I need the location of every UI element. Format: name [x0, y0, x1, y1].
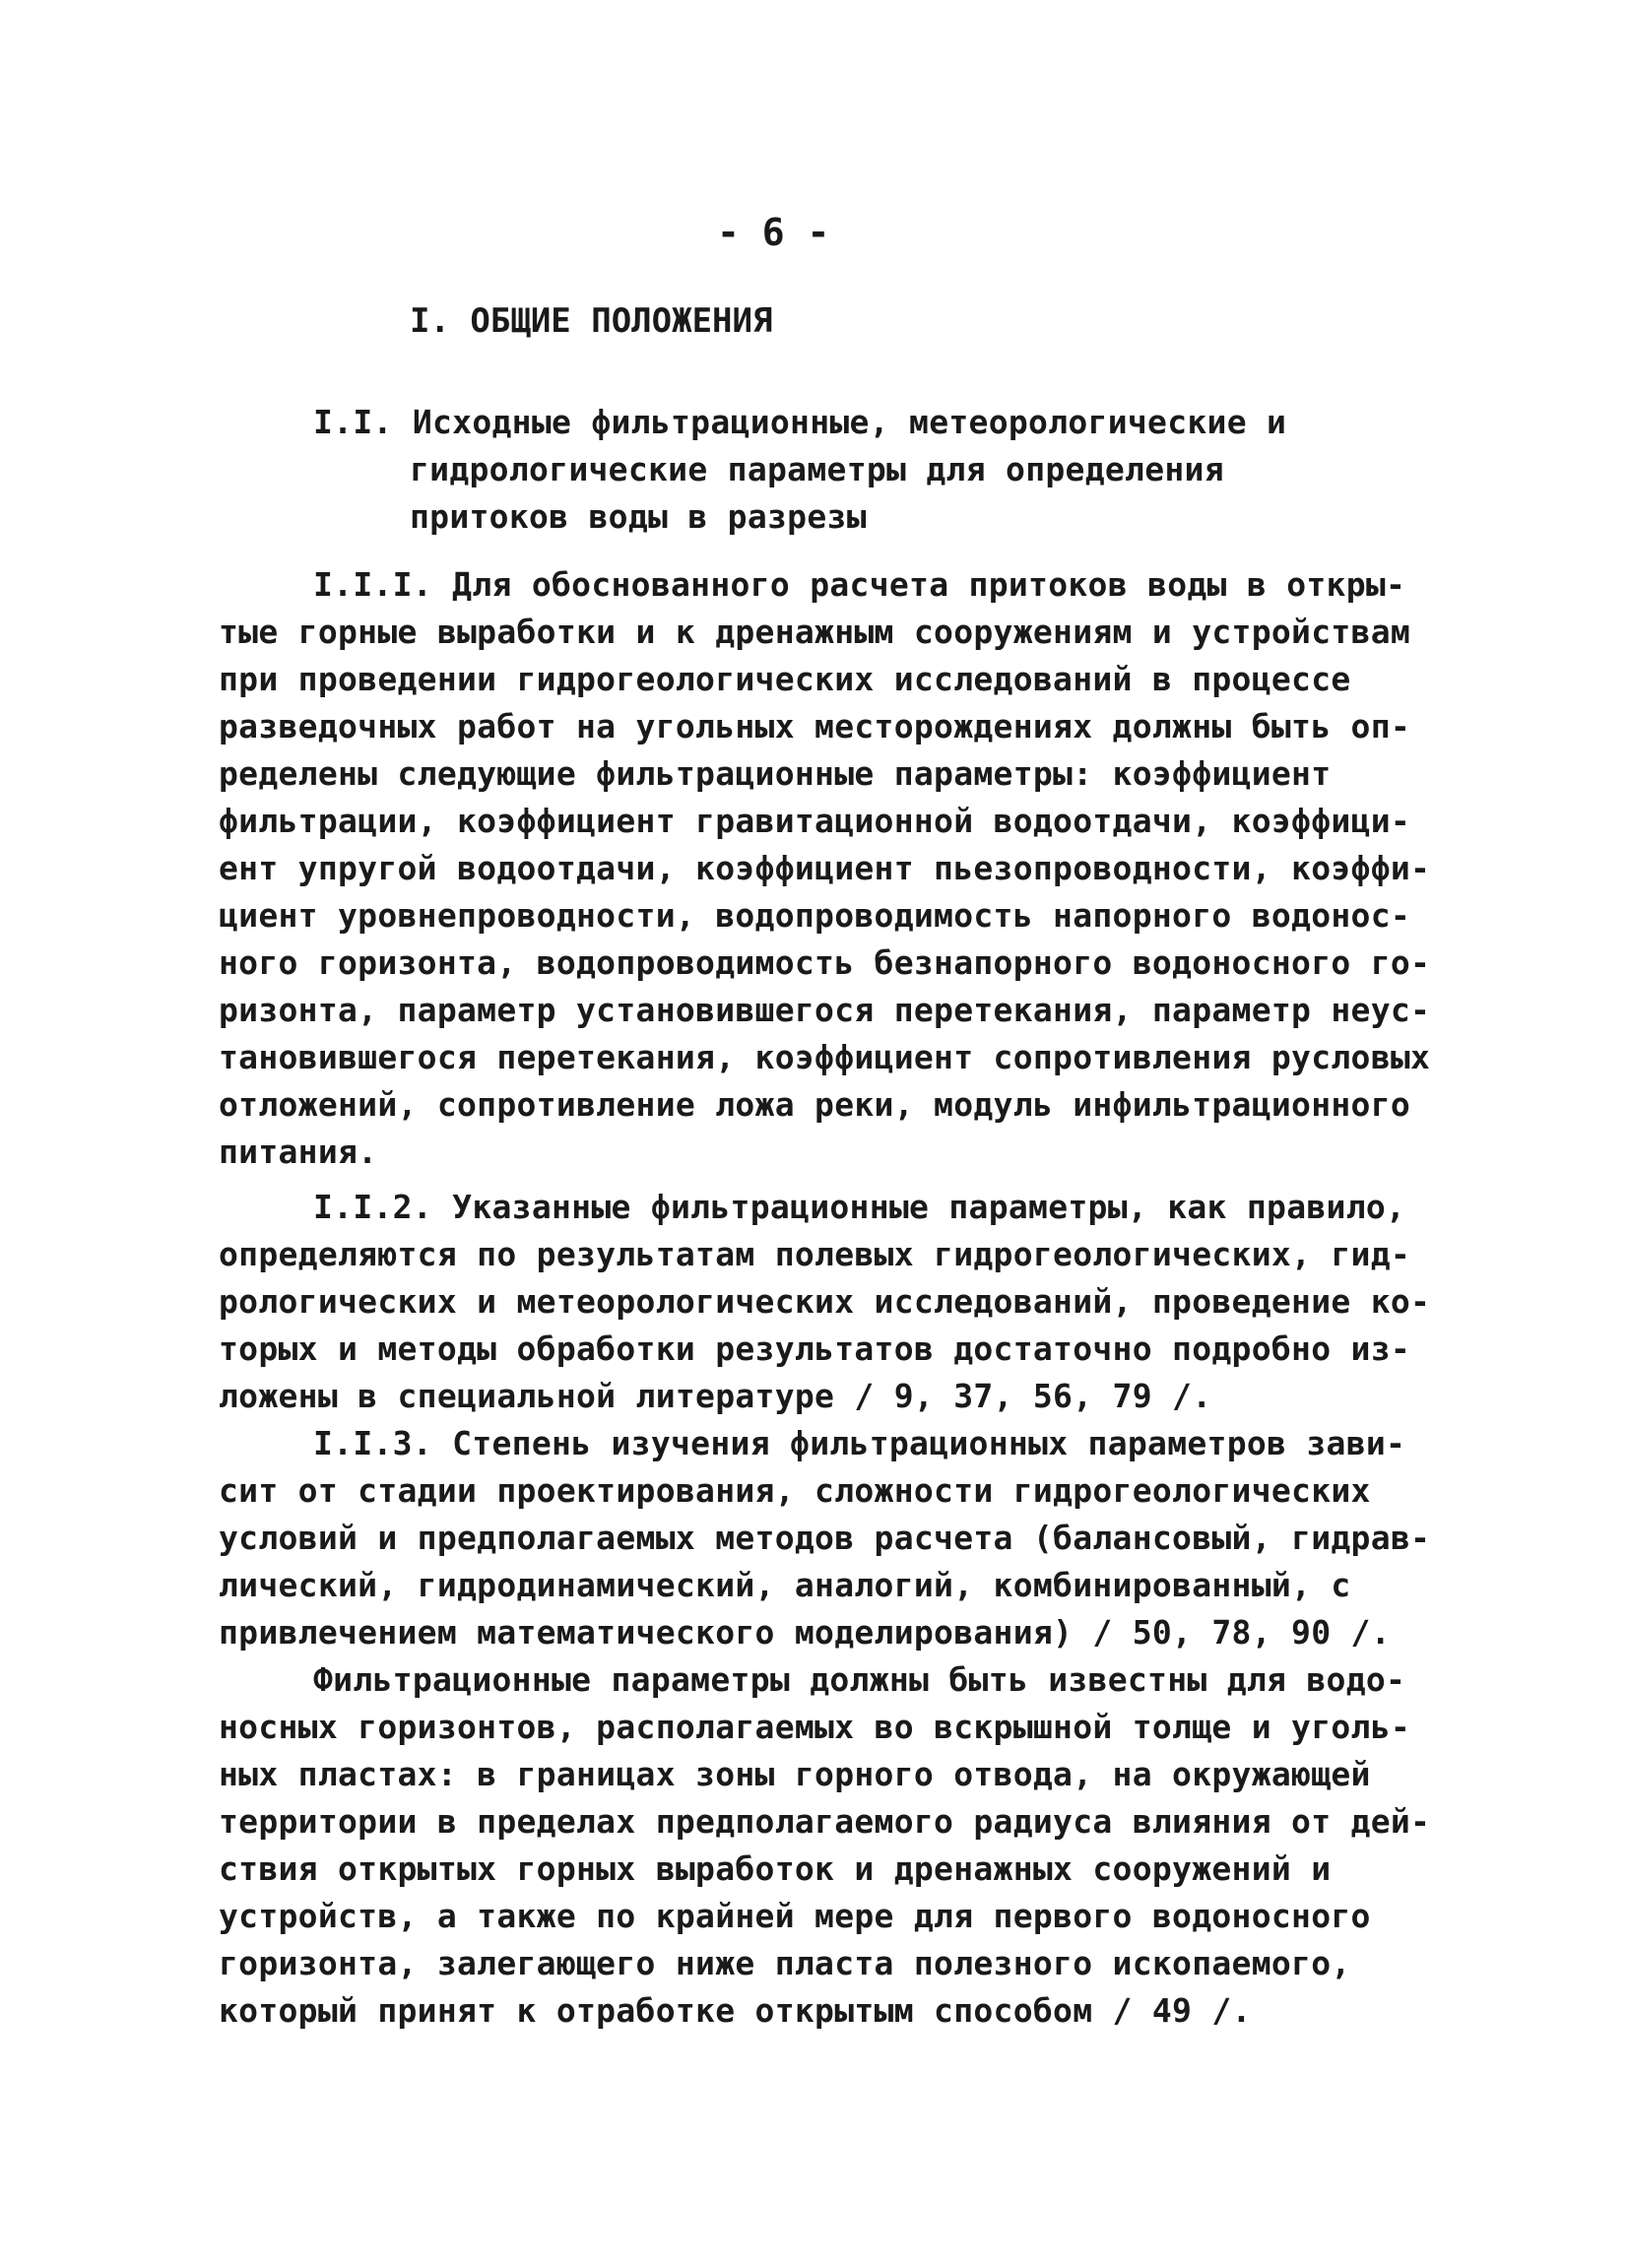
- paragraph-line: условий и предполагаемых методов расчета (балансовый, гидрав-: [219, 1519, 1431, 1557]
- paragraph-line: разведочных работ на угольных месторождениях должны быть оп-: [219, 707, 1411, 745]
- paragraph-line: I.I.2. Указанные фильтрационные параметры, как правило,: [313, 1188, 1406, 1226]
- paragraph-line: при проведении гидрогеологических исследований в процессе: [219, 660, 1351, 698]
- paragraph-line: ределены следующие фильтрационные параметры: коэффициент: [219, 754, 1332, 793]
- paragraph-line: привлечением математического моделирования) / 50, 78, 90 /.: [219, 1613, 1391, 1652]
- paragraph-line: ент упругой водоотдачи, коэффициент пьезопроводности, коэффи-: [219, 849, 1431, 887]
- paragraph-line: Фильтрационные параметры должны быть известны для водо-: [313, 1660, 1406, 1699]
- subsection-heading-line: гидрологические параметры для определения: [410, 450, 1224, 488]
- paragraph-line: горизонта, залегающего ниже пласта полезного ископаемого,: [219, 1944, 1351, 1982]
- subsection-heading-line: I.I. Исходные фильтрационные, метеорологические и: [313, 403, 1287, 441]
- subsection-heading-line: притоков воды в разрезы: [410, 497, 867, 536]
- paragraph-line: фильтрации, коэффициент гравитационной водоотдачи, коэффици-: [219, 802, 1411, 840]
- paragraph-line: ствия открытых горных выработок и дренажных сооружений и: [219, 1849, 1332, 1888]
- paragraph-line: тановившегося перетекания, коэффициент сопротивления русловых: [219, 1038, 1431, 1076]
- paragraph-line: ного горизонта, водопроводимость безнапорного водоносного го-: [219, 943, 1431, 982]
- paragraph-line: ных пластах: в границах зоны горного отвода, на окружающей: [219, 1755, 1371, 1793]
- paragraph-line: рологических и метеорологических исследований, проведение ко-: [219, 1282, 1431, 1321]
- paragraph-line: который принят к отработке открытым способом / 49 /.: [219, 1991, 1252, 2030]
- paragraph-line: I.I.I. Для обоснованного расчета притоков воды в откры-: [313, 565, 1406, 604]
- section-title: I. ОБЩИЕ ПОЛОЖЕНИЯ: [410, 301, 773, 341]
- paragraph-line: отложений, сопротивление ложа реки, модуль инфильтрационного: [219, 1085, 1411, 1124]
- paragraph-line: ризонта, параметр установившегося перетекания, параметр неус-: [219, 991, 1431, 1029]
- paragraph-line: устройств, а также по крайней мере для первого водоносного: [219, 1897, 1371, 1935]
- paragraph-line: территории в пределах предполагаемого радиуса влияния от дей-: [219, 1802, 1431, 1841]
- paragraph-line: тые горные выработки и к дренажным сооружениям и устройствам: [219, 613, 1411, 651]
- paragraph-line: определяются по результатам полевых гидрогеологических, гид-: [219, 1235, 1411, 1273]
- paragraph-line: I.I.3. Степень изучения фильтрационных параметров зави-: [313, 1424, 1406, 1462]
- paragraph-line: торых и методы обработки результатов достаточно подробно из-: [219, 1329, 1411, 1368]
- paragraph-line: сит от стадии проектирования, сложности гидрогеологических: [219, 1471, 1371, 1510]
- page-number: - 6 -: [717, 211, 830, 254]
- paragraph-line: циент уровнепроводности, водопроводимость напорного водонос-: [219, 896, 1411, 935]
- paragraph-line: лический, гидродинамический, аналогий, комбинированный, с: [219, 1566, 1351, 1604]
- paragraph-line: питания.: [219, 1133, 378, 1171]
- paragraph-line: ложены в специальной литературе / 9, 37, 56, 79 /.: [219, 1377, 1212, 1415]
- paragraph-line: носных горизонтов, располагаемых во вскрышной толще и уголь-: [219, 1708, 1411, 1746]
